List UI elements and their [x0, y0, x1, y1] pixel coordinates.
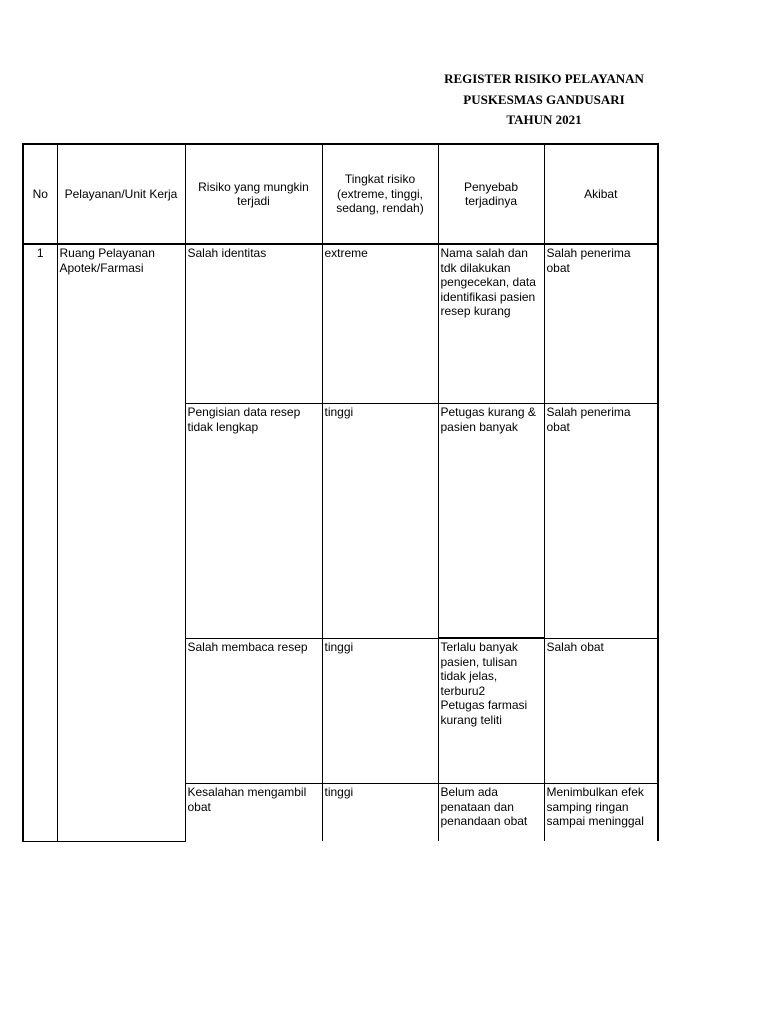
header-institution: PUSKESMAS GANDUSARI — [463, 91, 625, 107]
cell-tingkat: tinggi — [322, 638, 438, 784]
column-header-no: No — [23, 144, 57, 244]
cell-penyebab: Nama salah dan tdk dilakukan pengecekan, data identifikasi pasien resep kurang — [438, 244, 544, 404]
column-header-penyebab: Penyebab terjadinya — [438, 144, 544, 244]
cell-unit: Ruang Pelayanan Apotek/Farmasi — [57, 244, 185, 841]
header-year: TAHUN 2021 — [506, 112, 582, 127]
risk-register-table — [22, 143, 659, 842]
column-header-akibat: Akibat — [544, 144, 658, 244]
cell-no: 1 — [23, 244, 57, 841]
cell-penyebab: Belum ada penataan dan penandaan obat — [438, 784, 544, 842]
cell-risiko: Salah membaca resep — [185, 638, 322, 784]
cell-penyebab: Petugas kurang & pasien banyak — [438, 404, 544, 639]
cell-akibat: Salah penerima obat — [544, 404, 658, 639]
table-row — [23, 244, 658, 404]
cell-tingkat: tinggi — [322, 404, 438, 639]
cell-tingkat: tinggi — [322, 784, 438, 842]
cell-penyebab: Terlalu banyak pasien, tulisan tidak jelas, terburu2 Petugas farmasi kurang teliti — [438, 638, 544, 784]
cell-akibat: Salah penerima obat — [544, 244, 658, 404]
header-title: REGISTER RISIKO PELAYANAN — [444, 71, 644, 86]
column-header-tingkat: Tingkat risiko (extreme, tinggi, sedang, rendah) — [322, 144, 438, 244]
cell-akibat: Menimbulkan efek samping ringan sampai meninggal — [544, 784, 658, 842]
cell-akibat: Salah obat — [544, 638, 658, 784]
cell-risiko: Salah identitas — [185, 244, 322, 404]
cell-risiko: Kesalahan mengambil obat — [185, 784, 322, 842]
cell-tingkat: extreme — [322, 244, 438, 404]
column-header-unit: Pelayanan/Unit Kerja — [57, 144, 185, 244]
table-header-row — [23, 144, 658, 244]
document-header — [434, 69, 654, 131]
column-header-risiko: Risiko yang mungkin terjadi — [185, 144, 322, 244]
cell-risiko: Pengisian data resep tidak lengkap — [185, 404, 322, 639]
